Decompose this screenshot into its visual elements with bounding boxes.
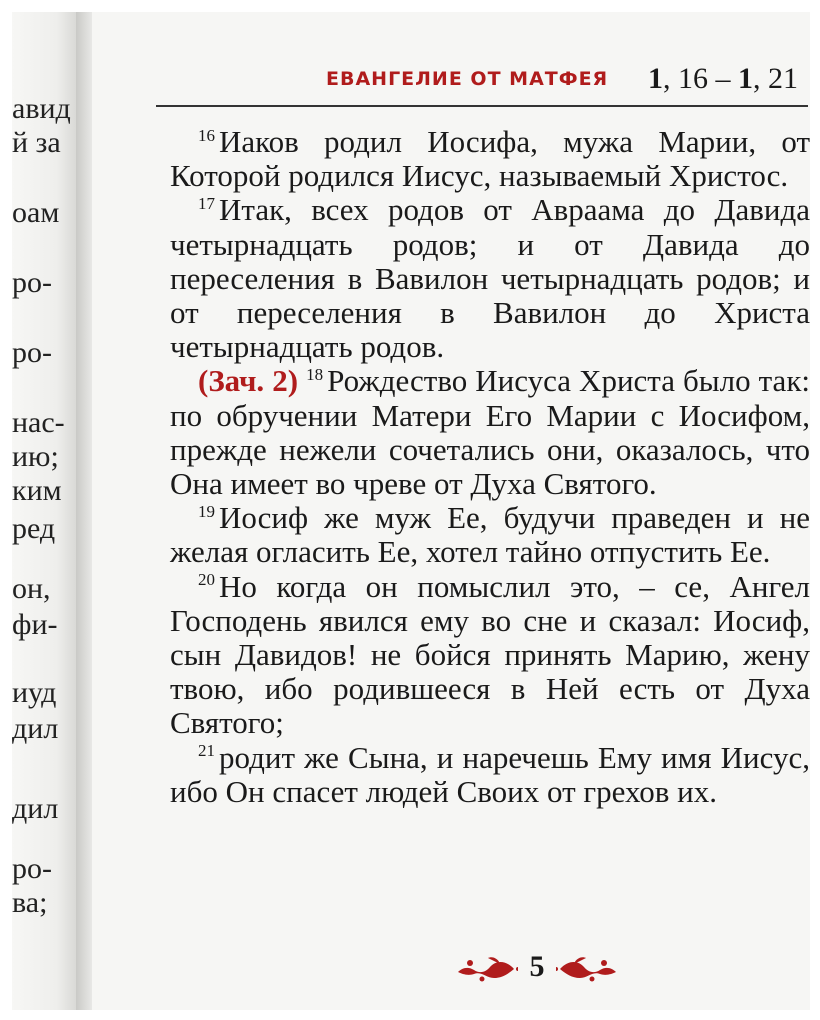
left-page-fragment: й за bbox=[12, 126, 61, 159]
ref-chapter-start: 1 bbox=[648, 62, 663, 95]
header-rule bbox=[156, 105, 808, 107]
right-page bbox=[92, 12, 810, 1010]
left-page-edge bbox=[12, 12, 76, 1010]
book-spread bbox=[12, 12, 810, 1010]
left-page-fragment: ию; bbox=[12, 440, 59, 473]
verse-21 bbox=[170, 741, 810, 809]
left-page-fragment: нас- bbox=[12, 406, 65, 439]
verse-text: Итак, всех родов от Авраама до Давида четырнадцать родов; и от Давида до переселения в Вавилон четырнадцать родов; и от переселения в Вавилон до Христа четырнадцать родов. bbox=[170, 192, 810, 365]
verse-text: Но когда он помыслил это, – се, Ангел Господень явился ему во сне и сказал: Иосиф, сын Давидов! не бойся принять Марию, жену твою, ибо родившееся в Ней есть от Духа Святого; bbox=[170, 568, 810, 741]
left-page-fragment: ва; bbox=[12, 886, 48, 919]
verse-18 bbox=[170, 364, 810, 501]
left-page-fragment: он, bbox=[12, 572, 51, 605]
verse-number: 19 bbox=[198, 501, 215, 521]
ref-verse-start: , 16 – bbox=[663, 62, 738, 95]
verse-text: родит же Сына, и наречешь Ему имя Иисус, ибо Он спасет людей Своих от грехов их. bbox=[170, 739, 810, 809]
reading-marker: (Зач. 2) bbox=[198, 363, 299, 399]
scripture-text bbox=[170, 125, 810, 809]
left-page-fragment: дил bbox=[12, 712, 59, 745]
page-number: 5 bbox=[529, 950, 545, 983]
page-footer bbox=[452, 952, 622, 992]
verse-text: Рождество Иисуса Христа было так: по обручении Матери Его Марии с Иосифом, прежде нежели сочетались они, оказалось, что Она имеет во чреве от Духа Святого. bbox=[170, 363, 810, 502]
verse-16 bbox=[170, 125, 810, 193]
left-page-fragment: ро- bbox=[12, 266, 52, 299]
verse-number: 16 bbox=[198, 125, 215, 145]
left-page-fragment: фи- bbox=[12, 608, 58, 641]
left-page-fragment: ким bbox=[12, 474, 62, 507]
ref-verse-end: , 21 bbox=[753, 62, 798, 95]
left-page-fragment: дил bbox=[12, 792, 59, 825]
left-page-fragment: ред bbox=[12, 512, 56, 545]
floral-ornament-icon bbox=[452, 952, 518, 986]
running-head-title: ЕВАНГЕЛИЕ ОТ МАТФЕЯ bbox=[326, 68, 609, 90]
left-page-fragment: ро- bbox=[12, 336, 52, 369]
running-head bbox=[156, 62, 808, 102]
verse-17 bbox=[170, 193, 810, 364]
left-page-fragment: оам bbox=[12, 196, 60, 229]
verse-text: Иосиф же муж Ее, будучи праведен и не желая огласить Ее, хотел тайно отпустить Ее. bbox=[170, 500, 810, 570]
left-page-fragment: иуд bbox=[12, 676, 57, 709]
chapter-verse-range bbox=[648, 62, 798, 96]
verse-number: 17 bbox=[198, 194, 215, 214]
verse-19 bbox=[170, 501, 810, 569]
verse-number: 18 bbox=[306, 365, 324, 385]
verse-text: Иаков родил Иосифа, мужа Марии, от Которой родился Иисус, называемый Христос. bbox=[170, 124, 810, 194]
verse-number: 21 bbox=[198, 741, 215, 761]
book-gutter bbox=[76, 12, 92, 1010]
left-page-fragment: авид bbox=[12, 92, 71, 125]
verse-number: 20 bbox=[198, 570, 215, 590]
floral-ornament-icon bbox=[556, 952, 622, 986]
left-page-fragment: ро- bbox=[12, 852, 52, 885]
ref-chapter-end: 1 bbox=[738, 62, 753, 95]
verse-20 bbox=[170, 570, 810, 741]
